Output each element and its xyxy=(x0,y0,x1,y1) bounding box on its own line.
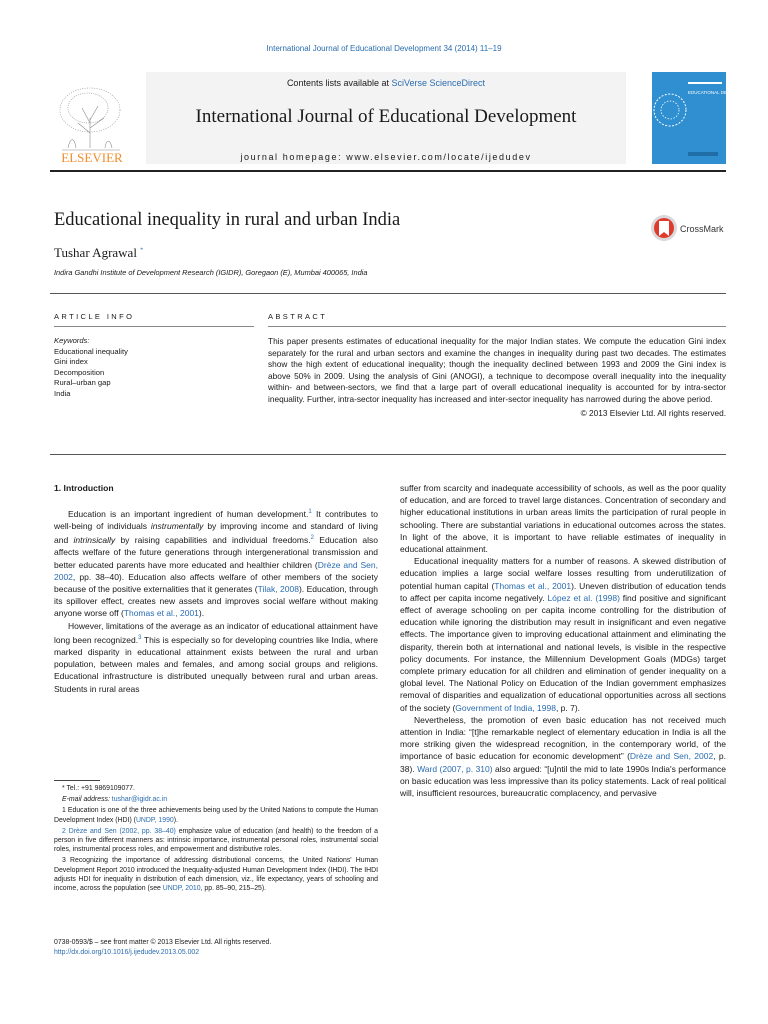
journal-header xyxy=(50,72,755,166)
citation-link[interactable]: López et al. (1998) xyxy=(547,592,620,603)
footnote-rule xyxy=(54,780,100,781)
citation-link[interactable]: Thomas et al., 2001 xyxy=(494,580,572,591)
abstract-copyright: © 2013 Elsevier Ltd. All rights reserved. xyxy=(580,407,726,418)
paragraph: suffer from scarcity and inadequate accessibility of schools, as well as the poor quality of education, and are forced to travel large distances. Concentration of secondary and higher educational institutions in urban areas limits the participation of rural people in schooling. There are substantial variations in educational outcomes across the states. In light of the above, it is important to have reliable estimates of inequality in educational attainment. xyxy=(400,483,726,555)
keyword: Educational inequality xyxy=(54,346,128,356)
front-matter-ids xyxy=(54,938,271,958)
citation-link[interactable]: UNDP, 1990 xyxy=(135,816,174,824)
sciencedirect-link[interactable]: SciVerse ScienceDirect xyxy=(391,78,486,88)
elsevier-logo xyxy=(50,78,134,164)
journal-reference[interactable]: International Journal of Educational Development 34 (2014) 11–19 xyxy=(266,44,502,53)
abstract-block xyxy=(268,336,726,419)
journal-masthead xyxy=(146,72,626,164)
footnotes-block xyxy=(54,784,378,895)
crossmark-label: CrossMark xyxy=(680,224,724,234)
homepage-link[interactable]: www.elsevier.com/locate/ijedudev xyxy=(346,152,532,162)
keywords-label: Keywords: xyxy=(54,336,90,345)
citation-link[interactable]: UNDP, 2010 xyxy=(162,885,201,893)
crossmark-badge[interactable] xyxy=(650,212,730,246)
svg-text:EDUCATIONAL DEVELOPMENT: EDUCATIONAL DEVELOPMENT xyxy=(688,90,755,95)
paragraph: However, limitations of the average as an indicator of educational attainment have long been recognized.$^3$ This is especially so for developing countries like India, where marked disparity in educational attainment exists between the rural and urban population, between males and females, and among social groups and religions. Educational infrastructure is distributed unequally between rural and urban areas. Students in rural areas xyxy=(54,620,378,694)
footnote-email: E-mail address: tushar@igidr.ac.in xyxy=(62,796,168,804)
footnote-ref[interactable]: 3 xyxy=(138,634,142,641)
homepage-prefix: journal homepage: xyxy=(240,152,347,162)
contents-prefix: Contents lists available at xyxy=(286,78,392,88)
svg-text:ELSEVIER: ELSEVIER xyxy=(61,150,123,165)
citation-link[interactable]: Thomas et al., 2001 xyxy=(123,608,199,619)
paragraph: Educational inequality matters for a number of reasons. A skewed distribution of education implies a large social welfare losses resulting from underutilization of potential human capital (Thomas et al., 2001). Uneven distribution of education tends to affect per capita income negatively. López et al. (1998) find positive and significant effect of average schooling on per capita income controlling for the distribution of education while ignoring the distribution may result in insignificant and even negative effects. The importance given to improving educational attainment and eliminating the disparity, therein both at international and national levels, is visible in the respective policy documents. For instance, the Millennium Development Goals (MDGs) target complete primary education for all children and elimination of gender inequality on a global level. The National Policy on Education of the Indian government emphasizes removal of disparities and equalization of educational opportunities across all sections of the society (Government of India, 1998, p. 7). xyxy=(400,556,726,713)
paragraph: Nevertheless, the promotion of even basic education has not received much attention in India: “[t]he remarkable neglect of elementary education in India is all the more striking given the widespread recognition, in the contemporary world, of the importance of basic education for economic development” (Drèze and Sen, 2002, p. 38). Ward (2007, p. 310) also argued: “[u]ntil the mid to late 1990s India's performance on basic education was less impressive than its policy statements. Lack of real political will, insufficient resources, bureaucratic complacency, and pervasive xyxy=(400,714,727,799)
header-divider xyxy=(50,170,726,172)
footnote-1: 1 Education is one of the three achievements being used by the United Nations to compute the Human Development Index (HDI) (UNDP, 1990). xyxy=(54,807,378,824)
section-title: 1. Introduction xyxy=(54,483,114,493)
abstract-divider xyxy=(50,454,726,455)
citation-link[interactable]: Drèze and Sen, 2002 xyxy=(54,559,378,582)
keywords-block xyxy=(54,336,128,400)
paragraph: Education is an important ingredient of human development.$^1$ It contributes to well-being of individuals instrumentally by improving income and standard of living and intrinsically by raising capabilities and individual freedoms.$^2$ Education also affects welfare of the future generations through intergenerational transmission and better educated parents have more educated and healthier children (Drèze and Sen, 2002, pp. 38–40). Education also affects welfare of other members of the society because of the positive externalities that it generates (Tilak, 2008). Education, through its spillover effect, creates new assets and improves social welfare without making anyone worse off (Thomas et al., 2001). xyxy=(54,509,379,619)
affiliation-divider xyxy=(50,293,726,294)
author-affiliation: Indira Gandhi Institute of Development Research (IGIDR), Goregaon (E), Mumbai 400065, India xyxy=(54,268,368,277)
author-footnote-mark[interactable]: * xyxy=(140,247,144,254)
keyword: Rural–urban gap xyxy=(54,378,111,388)
footnote-tel: * Tel.: +91 9869109077. xyxy=(62,785,135,792)
footnote-3: 3 Recognizing the importance of addressing distributional concerns, the United Nations' Human Development Report 2010 introduced the Inequality-adjusted Human Development Index (IHDI). The IHDI adjusts HDI for inequality in distribution of each dimension, viz., life expectancy, years of schooling and income, across the population (see UNDP, 2010, pp. 85–90, 215–25). xyxy=(54,857,378,893)
issn-line: 0738-0593/$ – see front matter © 2013 Elsevier Ltd. All rights reserved. xyxy=(54,939,272,946)
journal-title: International Journal of Educational Development xyxy=(195,106,577,127)
author-name: Tushar Agrawal xyxy=(54,245,137,260)
journal-homepage xyxy=(146,152,626,162)
abstract-heading: ABSTRACT xyxy=(268,312,328,321)
abstract-text: This paper presents estimates of educational inequality for the major Indian states. We compute the education Gini index separately for the rural and urban sectors and examine the changes in inequality during past two decades. The estimates show the high extent of educational inequality; though the inequality declined between 1993 and 2009 the Gini index is above 50% in 2009. Using the analysis of Gini (ANOGI), a technique to decompose overall inequality into the inequality within- and between-sectors, we find that a large part of overall educational inequality is accounted for by intra-sector inequality. Further, intra-sector inequality has increased and inter-sector inequality has narrowed during the above period. xyxy=(268,336,726,404)
footnote-ref[interactable]: 2 xyxy=(310,535,314,542)
keyword: Decomposition xyxy=(54,367,105,377)
doi-link[interactable]: http://dx.doi.org/10.1016/j.ijedudev.2013.05.002 xyxy=(54,949,200,956)
citation-link[interactable]: Tilak, 2008 xyxy=(257,584,299,595)
right-column xyxy=(400,482,726,799)
citation-link[interactable]: 2 Drèze and Sen (2002, pp. 38–40) xyxy=(62,827,176,835)
footnote-ref[interactable]: 1 xyxy=(308,509,312,516)
journal-cover-image[interactable] xyxy=(652,72,755,164)
author-line xyxy=(54,245,143,261)
citation-link[interactable]: Ward (2007, p. 310) xyxy=(417,763,493,774)
article-info-heading: ARTICLE INFO xyxy=(54,312,135,321)
article-title: Educational inequality in rural and urban India xyxy=(54,210,401,230)
article-info-rule xyxy=(54,326,254,327)
contents-line xyxy=(146,78,626,88)
keyword: Gini index xyxy=(54,357,88,367)
citation-link[interactable]: Drèze and Sen, 2002 xyxy=(629,751,714,762)
abstract-rule xyxy=(268,326,726,327)
email-link[interactable]: tushar@igidr.ac.in xyxy=(111,796,168,804)
left-column xyxy=(54,482,378,695)
keyword: India xyxy=(54,388,71,398)
footnote-2: 2 Drèze and Sen (2002, pp. 38–40) emphasize value of education (and health) to the freedom of a person in five different manners as: intrinsic importance, instrumental personal roles, instrumental social roles, instrumental process roles, and empowerment and distributive roles. xyxy=(54,827,379,854)
citation-link[interactable]: Government of India, 1998 xyxy=(455,702,556,713)
